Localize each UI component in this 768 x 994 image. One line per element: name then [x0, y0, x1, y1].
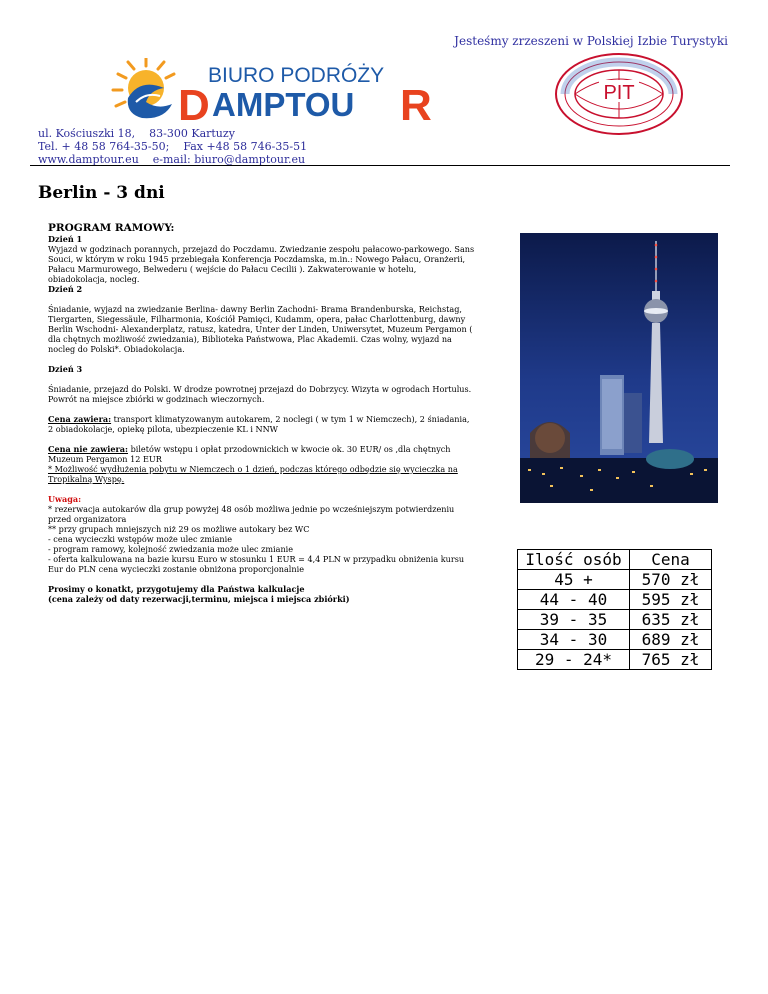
warning-line: - cena wycieczki wstępów może ulec zmianie	[48, 534, 233, 544]
phone-line: Tel. + 48 58 764-35-50; Fax +48 58 746-35-51	[38, 140, 308, 153]
price-cell: 635 zł	[630, 610, 712, 630]
table-row	[518, 570, 712, 590]
warning-line: ** przy grupach mniejszych niż 29 os możliwe autokary bez WC	[48, 524, 310, 534]
table-row	[518, 590, 712, 610]
web-email-line[interactable]: www.damptour.eu e-mail: biuro@damptour.eu	[38, 153, 306, 166]
header-cell-price: Cena	[630, 550, 712, 570]
price-table	[517, 549, 712, 670]
price-cell: 765 zł	[630, 650, 712, 670]
sun-wave-icon	[113, 58, 174, 118]
extension-note: * Możliwość wydłużenia pobytu w Niemczech o 1 dzień, podczas którego odbędzie się wycieczka na Tropikalną Wyspę.	[48, 464, 458, 484]
price-excludes	[48, 444, 476, 464]
group-size-cell: 44 - 40	[518, 590, 630, 610]
warning-line: - oferta kalkulowana na bazie kursu Euro w stosunku 1 EUR = 4,4 PLN w przypadku obniżenia kursu Eur do PLN cena wycieczki zostanie obniżona proporcjonalnie	[48, 554, 465, 574]
group-size-cell: 45 +	[518, 570, 630, 590]
table-row	[518, 650, 712, 670]
address-line: ul. Kościuszki 18, 83-300 Kartuzy	[38, 127, 235, 140]
warning-line: - program ramowy, kolejność zwiedzania może ulec zmianie	[48, 544, 294, 554]
day2-description: Śniadanie, wyjazd na zwiedzanie Berlina- dawny Berlin Zachodni- Brama Brandenburska, Reichstag, Tiergarten, Siegessäule, Filharmonia, Kościół Pamięci, Kudamm, opera, pałac Charlottenburg, dawny Berlin Wschodni- Alexanderplatz, ratusz, katedra, Unter der Linden, Uniwersytet, Muzeum Pergamon ( dla chętnych możliwość zwiedzania), Biblioteka Państwowa, Plac Akademii. Czas wolny, wyjazd na nocleg do Polski*. Obiadokolacja.	[48, 304, 473, 354]
price-cell: 689 zł	[630, 630, 712, 650]
day1-label: Dzień 1	[48, 234, 83, 244]
group-size-cell: 29 - 24*	[518, 650, 630, 670]
berlin-tv-tower-photo	[520, 233, 718, 503]
logo-letter-d: D	[178, 81, 210, 122]
price-cell: 570 zł	[630, 570, 712, 590]
logo-text-main: AMPTOU	[212, 86, 355, 122]
program-text	[48, 222, 476, 604]
pit-membership-seal	[553, 52, 685, 136]
group-size-cell: 34 - 30	[518, 630, 630, 650]
table-row	[518, 630, 712, 650]
price-cell: 595 zł	[630, 590, 712, 610]
group-size-cell: 39 - 35	[518, 610, 630, 630]
excludes-text: biletów wstępu i opłat przodownickich w kwocie ok. 30 EUR/ os ,dla chętnych Muzeum Pergamon 12 EUR	[48, 444, 451, 464]
price-includes	[48, 414, 476, 434]
price-table-header	[518, 550, 712, 570]
day1-description: Wyjazd w godzinach porannych, przejazd do Poczdamu. Zwiedzanie zespołu pałacowo-parkowego. Sans Souci, w którym w roku 1945 przebiegała Konferencja Poczdamska, m.in.: Nowego Pałacu, Oranżerii, Pałacu Marmurowego, Belwederu ( wejście do Pałacu Cecilii ). Zakwaterowanie w hotelu, obiadokolacja, nocleg.	[48, 244, 475, 284]
warning-line: * rezerwacja autokarów dla grup powyżej 48 osób możliwa jednie po wcześniejszym potwierdzeniu przed organizatora	[48, 504, 455, 524]
warning-label: Uwaga:	[48, 494, 82, 504]
contact-note: Prosimy o konatkt, przygotujemy dla Państwa kalkulacje	[48, 584, 305, 594]
program-heading: PROGRAM RAMOWY:	[48, 222, 175, 234]
pit-label: PIT	[603, 82, 635, 104]
logo-text-top: BIURO PODRÓŻY	[208, 64, 385, 87]
header-cell-group-size: Ilość osób	[518, 550, 630, 570]
damptour-logo	[106, 58, 436, 122]
membership-tagline: Jesteśmy zrzeszeni w Polskiej Izbie Turystyki	[454, 34, 728, 48]
logo-letter-r: R	[400, 81, 432, 122]
header-divider	[30, 165, 730, 166]
excludes-label: Cena nie zawiera:	[48, 444, 128, 454]
day2-label: Dzień 2	[48, 284, 83, 294]
includes-label: Cena zawiera:	[48, 414, 112, 424]
includes-text: transport klimatyzowanym autokarem, 2 noclegi ( w tym 1 w Niemczech), 2 śniadania, 2 obiadokolacje, opiekę pilota, ubezpieczenie KL i NNW	[48, 414, 470, 434]
day3-description: Śniadanie, przejazd do Polski. W drodze powrotnej przejazd do Dobrzycy. Wizyta w ogrodach Hortulus. Powrót na miejsce zbiórki w godzinach wieczornych.	[48, 384, 472, 404]
contact-note-detail: (cena zależy od daty rezerwacji,terminu, miejsca i miejsca zbiórki)	[48, 594, 350, 604]
page-title: Berlin - 3 dni	[38, 183, 165, 203]
day3-label: Dzień 3	[48, 364, 83, 374]
contact-info	[38, 127, 307, 166]
table-row	[518, 610, 712, 630]
